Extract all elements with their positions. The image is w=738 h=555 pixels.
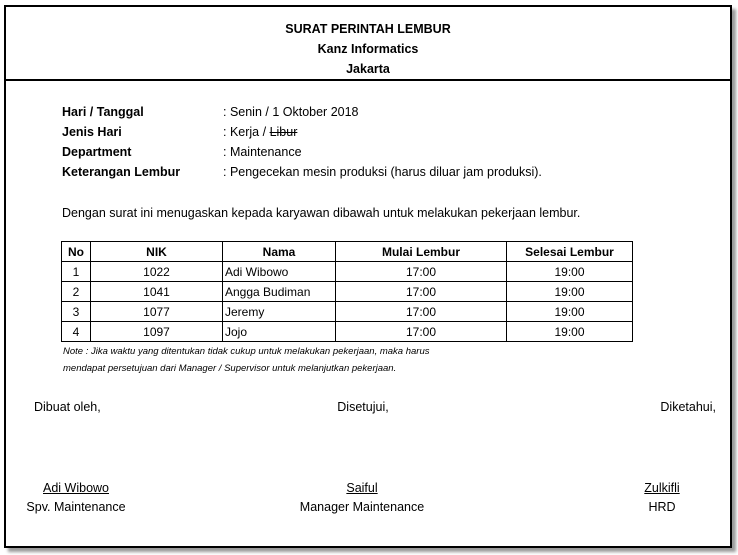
col-header-selesai: Selesai Lembur: [507, 242, 633, 262]
company-name: Kanz Informatics: [317, 42, 419, 56]
known-label: Diketahui,: [660, 400, 716, 414]
city-name: Jakarta: [346, 62, 390, 76]
keterangan-label: Keterangan Lembur: [62, 165, 181, 179]
cell-no: 1: [62, 262, 91, 282]
known-name: Zulkifli: [644, 481, 680, 495]
intro-text: Dengan surat ini menugaskan kepada karyawan dibawah untuk melakukan pekerjaan lembur.: [62, 206, 581, 220]
document-header: [6, 7, 730, 81]
cell-nik: 1077: [91, 302, 223, 322]
jenis-value-prefix: : Kerja /: [223, 125, 267, 139]
cell-selesai: 19:00: [507, 282, 633, 302]
cell-nama: Jojo: [223, 322, 336, 342]
made-by-title: Spv. Maintenance: [26, 500, 126, 514]
table-row: [62, 282, 633, 302]
col-header-mulai: Mulai Lembur: [336, 242, 507, 262]
hari-label: Hari / Tanggal: [62, 105, 144, 119]
note-line-2: mendapat persetujuan dari Manager / Supervisor untuk melanjutkan pekerjaan.: [63, 363, 397, 374]
made-by-label: Dibuat oleh,: [34, 400, 101, 414]
col-header-nama: Nama: [223, 242, 336, 262]
cell-nama: Angga Budiman: [223, 282, 336, 302]
cell-selesai: 19:00: [507, 322, 633, 342]
table-row: [62, 322, 633, 342]
department-value: : Maintenance: [223, 145, 302, 159]
cell-mulai: 17:00: [336, 322, 507, 342]
cell-nik: 1097: [91, 322, 223, 342]
keterangan-value: : Pengecekan mesin produksi (harus diluar jam produksi).: [223, 165, 542, 179]
jenis-label: Jenis Hari: [62, 125, 122, 139]
cell-mulai: 17:00: [336, 302, 507, 322]
table-row: [62, 262, 633, 282]
department-label: Department: [62, 145, 132, 159]
col-header-no: No: [62, 242, 91, 262]
made-by-name: Adi Wibowo: [43, 481, 109, 495]
cell-nik: 1022: [91, 262, 223, 282]
hari-value: : Senin / 1 Oktober 2018: [223, 105, 359, 119]
col-header-nik: NIK: [91, 242, 223, 262]
cell-selesai: 19:00: [507, 302, 633, 322]
jenis-value-struck: Libur: [269, 125, 298, 139]
table-row: [62, 302, 633, 322]
cell-mulai: 17:00: [336, 282, 507, 302]
approved-title: Manager Maintenance: [299, 500, 425, 514]
cell-nama: Jeremy: [223, 302, 336, 322]
cell-no: 3: [62, 302, 91, 322]
known-title: HRD: [648, 500, 676, 514]
approved-name: Saiful: [346, 481, 378, 495]
cell-no: 4: [62, 322, 91, 342]
approved-label: Disetujui,: [337, 400, 389, 414]
cell-selesai: 19:00: [507, 262, 633, 282]
document-sheet: [4, 5, 732, 548]
overtime-table: [61, 241, 633, 342]
document-title: SURAT PERINTAH LEMBUR: [285, 22, 451, 36]
jenis-value: [223, 125, 297, 139]
cell-mulai: 17:00: [336, 262, 507, 282]
note-line-1: Note : Jika waktu yang ditentukan tidak cukup untuk melakukan pekerjaan, maka harus: [63, 346, 430, 357]
cell-no: 2: [62, 282, 91, 302]
cell-nama: Adi Wibowo: [223, 262, 336, 282]
table-header-row: [62, 242, 633, 262]
cell-nik: 1041: [91, 282, 223, 302]
